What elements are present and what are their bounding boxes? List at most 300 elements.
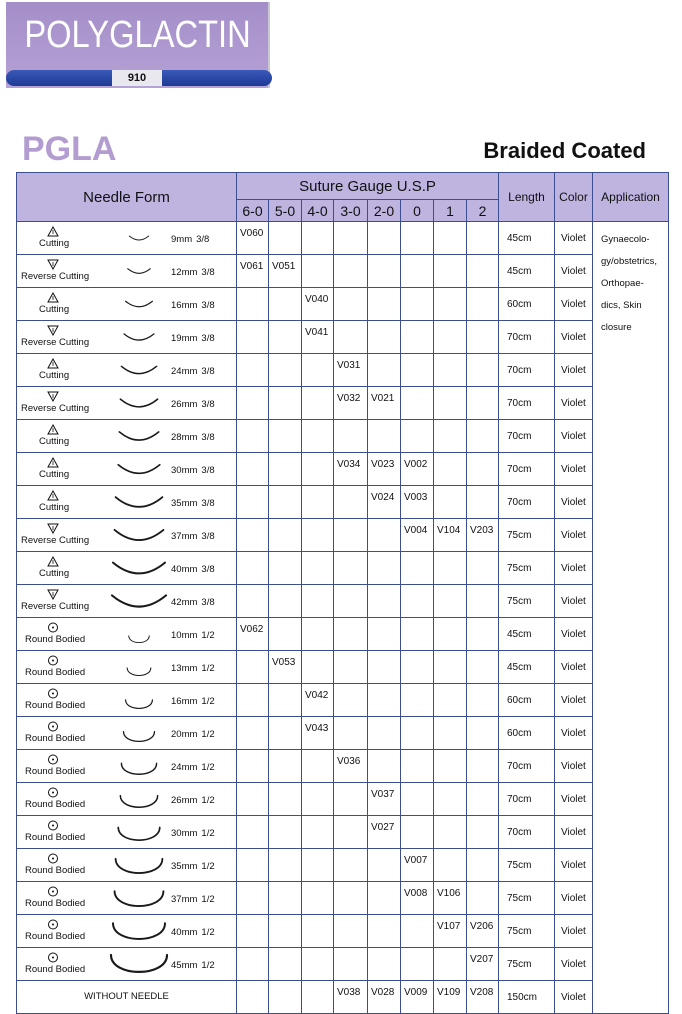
length-cell: 75cm	[499, 552, 555, 585]
product-code-cell: V009	[401, 981, 434, 1014]
application-text: gy/obstetrics,	[601, 255, 657, 267]
needle-curve-icon	[109, 756, 169, 776]
product-code-cell: V053	[269, 651, 302, 684]
reverse-cutting-triangle-icon	[47, 589, 59, 600]
product-code-cell: V051	[269, 255, 302, 288]
needle-curve-icon	[109, 492, 169, 512]
color-cell: Violet	[555, 684, 593, 717]
product-code-cell	[269, 354, 302, 387]
table-row	[17, 288, 669, 321]
round-bodied-circle-icon	[47, 754, 59, 765]
needle-curvature: 3/8	[201, 564, 215, 575]
product-code-cell	[368, 882, 401, 915]
product-code-cell	[368, 915, 401, 948]
suture-table	[16, 172, 669, 1014]
needle-length: 42mm	[171, 597, 198, 608]
product-code-cell	[237, 717, 269, 750]
length-cell: 150cm	[499, 981, 555, 1014]
product-code-cell	[334, 585, 368, 618]
length-cell: 70cm	[499, 750, 555, 783]
product-code-cell	[302, 453, 334, 486]
application-text: dics, Skin	[601, 299, 642, 311]
needle-type-label: Reverse Cutting	[21, 271, 90, 282]
product-code-cell	[237, 882, 269, 915]
length-header: Length	[499, 173, 555, 222]
product-code-cell	[302, 585, 334, 618]
product-code-cell	[434, 849, 467, 882]
table-row	[17, 849, 669, 882]
needle-form-cell	[17, 651, 237, 684]
product-code-cell	[401, 420, 434, 453]
needle-type-label: Round Bodied	[25, 832, 86, 843]
needle-size-label	[171, 267, 215, 278]
color-cell: Violet	[555, 354, 593, 387]
needle-curvature: 1/2	[201, 762, 215, 773]
product-code-cell: V024	[368, 486, 401, 519]
needle-form-cell	[17, 816, 237, 849]
needle-form-cell	[17, 750, 237, 783]
application-text: closure	[601, 321, 632, 333]
table-row	[17, 486, 669, 519]
product-code-cell	[467, 420, 499, 453]
color-cell: Violet	[555, 849, 593, 882]
product-code-cell: V038	[334, 981, 368, 1014]
round-bodied-circle-icon	[47, 886, 59, 897]
product-code-cell	[467, 684, 499, 717]
coating-label: Braided Coated	[483, 138, 646, 163]
table-row	[17, 915, 669, 948]
product-code-cell	[302, 618, 334, 651]
product-code-cell	[269, 420, 302, 453]
needle-curve-icon	[109, 327, 169, 347]
product-code-cell	[434, 717, 467, 750]
product-code-cell	[467, 486, 499, 519]
needle-length: 28mm	[171, 432, 198, 443]
color-cell: Violet	[555, 585, 593, 618]
product-code-cell	[368, 552, 401, 585]
needle-type-label: Round Bodied	[25, 898, 86, 909]
product-code-cell	[368, 321, 401, 354]
product-code-cell	[269, 849, 302, 882]
needle-form-cell	[17, 618, 237, 651]
color-cell: Violet	[555, 519, 593, 552]
needle-length: 24mm	[171, 762, 198, 773]
needle-type-label: Cutting	[39, 436, 70, 447]
needle-form-cell	[17, 948, 237, 981]
needle-curve-icon	[109, 261, 169, 281]
product-code-cell	[334, 651, 368, 684]
gauge-header: 0	[401, 200, 434, 222]
product-code-cell: V060	[237, 222, 269, 255]
product-code-cell	[368, 420, 401, 453]
needle-curvature: 1/2	[201, 663, 215, 674]
product-code-cell	[467, 321, 499, 354]
round-bodied-circle-icon	[47, 622, 59, 633]
needle-size-label	[171, 960, 215, 971]
needle-curve-icon	[109, 690, 169, 710]
product-code-cell	[467, 255, 499, 288]
product-code-cell	[434, 354, 467, 387]
needle-length: 26mm	[171, 795, 198, 806]
length-cell: 75cm	[499, 849, 555, 882]
needle-curve-icon	[109, 855, 169, 875]
needle-form-cell	[17, 420, 237, 453]
product-code-cell: V021	[368, 387, 401, 420]
color-header: Color	[555, 173, 593, 222]
product-code-cell	[434, 552, 467, 585]
needle-type-label: Round Bodied	[25, 865, 86, 876]
needle-type-label: Round Bodied	[25, 799, 86, 810]
length-cell: 70cm	[499, 387, 555, 420]
needle-curve-icon	[109, 657, 169, 677]
product-code-cell	[334, 552, 368, 585]
product-code-cell	[269, 486, 302, 519]
product-code-cell: V208	[467, 981, 499, 1014]
needle-curve-icon	[109, 954, 169, 974]
product-code-cell	[467, 222, 499, 255]
product-code-cell	[237, 981, 269, 1014]
needle-type-label: Round Bodied	[25, 667, 86, 678]
table-row	[17, 981, 669, 1014]
product-code-cell: V042	[302, 684, 334, 717]
table-row	[17, 717, 669, 750]
product-code-cell	[269, 519, 302, 552]
product-code-cell	[401, 618, 434, 651]
product-code-cell: V104	[434, 519, 467, 552]
product-code-cell	[401, 288, 434, 321]
needle-curve-icon	[109, 228, 169, 248]
table-row	[17, 783, 669, 816]
product-code-cell	[237, 552, 269, 585]
product-code-cell: V106	[434, 882, 467, 915]
product-code-cell: V002	[401, 453, 434, 486]
color-cell: Violet	[555, 915, 593, 948]
needle-curvature: 1/2	[201, 894, 215, 905]
color-cell: Violet	[555, 453, 593, 486]
needle-curve-icon	[109, 360, 169, 380]
product-code-cell	[401, 321, 434, 354]
needle-curvature: 3/8	[201, 597, 215, 608]
needle-type-label: Cutting	[39, 370, 70, 381]
product-code-cell	[334, 684, 368, 717]
needle-size-label	[171, 498, 215, 509]
product-code-cell	[434, 288, 467, 321]
product-code-cell	[368, 288, 401, 321]
needle-type-label: Reverse Cutting	[21, 337, 90, 348]
needle-curve-icon	[109, 426, 169, 446]
needle-curvature: 1/2	[201, 828, 215, 839]
product-code-cell: V040	[302, 288, 334, 321]
needle-curvature: 3/8	[201, 531, 215, 542]
table-row	[17, 321, 669, 354]
round-bodied-circle-icon	[47, 655, 59, 666]
needle-type-label: Reverse Cutting	[21, 535, 90, 546]
product-code-cell: V004	[401, 519, 434, 552]
length-cell: 70cm	[499, 816, 555, 849]
product-code-cell	[269, 717, 302, 750]
application-header: Application	[593, 173, 669, 222]
needle-size-label	[171, 927, 215, 938]
needle-curve-icon	[109, 888, 169, 908]
needle-size-label	[171, 630, 215, 641]
product-code-cell	[269, 288, 302, 321]
application-cell	[593, 222, 669, 1014]
needle-curve-icon	[109, 789, 169, 809]
needle-type-label: Cutting	[39, 502, 70, 513]
color-cell: Violet	[555, 288, 593, 321]
product-code-cell	[269, 618, 302, 651]
product-code-cell	[269, 321, 302, 354]
round-bodied-circle-icon	[47, 853, 59, 864]
product-code-cell	[334, 519, 368, 552]
product-code-cell	[401, 387, 434, 420]
product-code-cell	[401, 255, 434, 288]
product-code-cell	[269, 882, 302, 915]
application-text: Orthopae-	[601, 277, 644, 289]
needle-form-cell	[17, 354, 237, 387]
color-cell: Violet	[555, 255, 593, 288]
product-code-cell	[434, 816, 467, 849]
color-cell: Violet	[555, 486, 593, 519]
table-row	[17, 651, 669, 684]
needle-form-cell	[17, 783, 237, 816]
product-code-cell: V062	[237, 618, 269, 651]
product-code-cell	[302, 849, 334, 882]
length-cell: 70cm	[499, 420, 555, 453]
product-code-cell	[467, 783, 499, 816]
color-cell: Violet	[555, 618, 593, 651]
product-code-cell	[302, 354, 334, 387]
product-code-cell	[434, 321, 467, 354]
table-row	[17, 585, 669, 618]
product-code-cell	[334, 882, 368, 915]
product-code-cell	[269, 585, 302, 618]
product-code-cell	[434, 255, 467, 288]
needle-length: 24mm	[171, 366, 198, 377]
product-code-cell	[401, 354, 434, 387]
gauge-header: 4-0	[302, 200, 334, 222]
needle-length: 16mm	[171, 696, 198, 707]
product-code-cell	[334, 321, 368, 354]
table-row	[17, 519, 669, 552]
product-code-cell: V037	[368, 783, 401, 816]
needle-curve-icon	[109, 723, 169, 743]
product-code-cell	[302, 651, 334, 684]
needle-type-label: Cutting	[39, 568, 70, 579]
color-cell: Violet	[555, 222, 593, 255]
reverse-cutting-triangle-icon	[47, 523, 59, 534]
product-code-cell: V028	[368, 981, 401, 1014]
product-code-cell	[368, 750, 401, 783]
product-code-cell	[334, 255, 368, 288]
needle-curvature: 3/8	[201, 432, 215, 443]
color-cell: Violet	[555, 981, 593, 1014]
product-code-cell: V107	[434, 915, 467, 948]
product-code-cell	[467, 585, 499, 618]
product-code-cell: V207	[467, 948, 499, 981]
length-cell: 60cm	[499, 684, 555, 717]
product-code-cell	[368, 222, 401, 255]
product-code-cell: V027	[368, 816, 401, 849]
needle-type-label: Round Bodied	[25, 700, 86, 711]
needle-size-label	[171, 399, 215, 410]
needle-type-label: Round Bodied	[25, 931, 86, 942]
needle-form-cell	[17, 882, 237, 915]
gauge-header: 1	[434, 200, 467, 222]
needle-curvature: 3/8	[196, 234, 210, 245]
product-code-cell	[302, 915, 334, 948]
product-code-cell	[237, 387, 269, 420]
product-code-cell	[401, 552, 434, 585]
needle-form-header: Needle Form	[17, 173, 237, 222]
needle-form-cell	[17, 321, 237, 354]
needle-length: 37mm	[171, 894, 198, 905]
product-code-cell	[401, 222, 434, 255]
product-code-cell: V061	[237, 255, 269, 288]
product-code-cell	[269, 750, 302, 783]
needle-size-label	[171, 564, 215, 575]
color-cell: Violet	[555, 783, 593, 816]
table-row	[17, 453, 669, 486]
product-code-cell	[434, 420, 467, 453]
length-cell: 70cm	[499, 783, 555, 816]
needle-type-label: Round Bodied	[25, 964, 86, 975]
needle-size-label	[171, 828, 215, 839]
product-code-cell	[269, 816, 302, 849]
product-code-cell	[401, 816, 434, 849]
product-code-cell	[237, 288, 269, 321]
product-code-cell	[401, 651, 434, 684]
needle-size-label	[171, 300, 215, 311]
needle-length: 40mm	[171, 564, 198, 575]
reverse-cutting-triangle-icon	[47, 325, 59, 336]
table-row	[17, 684, 669, 717]
needle-curvature: 1/2	[201, 861, 215, 872]
needle-type-label: Cutting	[39, 304, 70, 315]
needle-form-cell	[17, 453, 237, 486]
product-code-cell	[237, 915, 269, 948]
needle-form-cell	[17, 486, 237, 519]
product-code-cell	[434, 453, 467, 486]
needle-length: 30mm	[171, 828, 198, 839]
length-cell: 45cm	[499, 651, 555, 684]
product-code-cell	[401, 717, 434, 750]
color-cell: Violet	[555, 387, 593, 420]
product-code-cell	[368, 717, 401, 750]
needle-type-label: Reverse Cutting	[21, 403, 90, 414]
product-code-cell	[467, 816, 499, 849]
length-cell: 45cm	[499, 222, 555, 255]
product-code-cell	[434, 750, 467, 783]
color-cell: Violet	[555, 882, 593, 915]
product-code-cell: V032	[334, 387, 368, 420]
product-code-cell	[368, 585, 401, 618]
product-code-cell: V043	[302, 717, 334, 750]
table-row	[17, 750, 669, 783]
length-cell: 70cm	[499, 354, 555, 387]
product-code-cell	[401, 585, 434, 618]
cutting-triangle-icon	[47, 556, 59, 567]
product-code-cell	[269, 453, 302, 486]
product-code-cell: V008	[401, 882, 434, 915]
product-code-cell	[434, 651, 467, 684]
product-code-cell	[237, 420, 269, 453]
product-code-cell	[237, 486, 269, 519]
color-cell: Violet	[555, 816, 593, 849]
table-row	[17, 552, 669, 585]
needle-curve-icon	[109, 525, 169, 545]
product-code-cell	[302, 816, 334, 849]
product-code-cell	[302, 552, 334, 585]
needle-curvature: 3/8	[201, 267, 215, 278]
product-code-cell	[269, 948, 302, 981]
product-code-cell	[368, 684, 401, 717]
product-code-cell	[467, 354, 499, 387]
product-name: PGLA	[22, 130, 117, 168]
cutting-triangle-icon	[47, 490, 59, 501]
needle-size-label	[171, 432, 215, 443]
needle-size-label	[171, 465, 215, 476]
needle-curvature: 1/2	[201, 630, 215, 641]
product-code-cell	[434, 618, 467, 651]
needle-form-cell	[17, 981, 237, 1014]
cutting-triangle-icon	[47, 226, 59, 237]
length-cell: 75cm	[499, 915, 555, 948]
needle-form-cell	[17, 387, 237, 420]
needle-size-label	[171, 762, 215, 773]
product-code-cell	[237, 585, 269, 618]
needle-curvature: 3/8	[201, 498, 215, 509]
needle-size-label	[171, 663, 215, 674]
product-code-cell: V203	[467, 519, 499, 552]
needle-curvature: 1/2	[201, 960, 215, 971]
product-code-cell	[467, 750, 499, 783]
needle-form-cell	[17, 519, 237, 552]
product-code-cell: V003	[401, 486, 434, 519]
product-code-cell	[368, 519, 401, 552]
product-code-cell	[368, 354, 401, 387]
needle-size-label	[171, 234, 209, 245]
color-cell: Violet	[555, 651, 593, 684]
product-code-cell	[237, 684, 269, 717]
product-code-cell	[237, 651, 269, 684]
product-code-cell	[334, 849, 368, 882]
product-code-cell	[434, 486, 467, 519]
reverse-cutting-triangle-icon	[47, 391, 59, 402]
color-cell: Violet	[555, 948, 593, 981]
needle-length: 45mm	[171, 960, 198, 971]
cutting-triangle-icon	[47, 358, 59, 369]
product-code-cell	[368, 618, 401, 651]
round-bodied-circle-icon	[47, 952, 59, 963]
needle-curve-icon	[109, 459, 169, 479]
product-code-cell	[334, 420, 368, 453]
needle-curve-icon	[109, 393, 169, 413]
needle-length: 19mm	[171, 333, 198, 344]
round-bodied-circle-icon	[47, 721, 59, 732]
product-code-cell	[334, 222, 368, 255]
product-code-cell	[434, 387, 467, 420]
product-code-cell	[467, 882, 499, 915]
product-code-cell	[237, 783, 269, 816]
table-row	[17, 255, 669, 288]
round-bodied-circle-icon	[47, 919, 59, 930]
needle-form-cell	[17, 255, 237, 288]
suture-gauge-header: Suture Gauge U.S.P	[237, 173, 499, 200]
product-code-cell	[334, 915, 368, 948]
needle-curvature: 3/8	[201, 333, 215, 344]
product-code-cell	[237, 321, 269, 354]
